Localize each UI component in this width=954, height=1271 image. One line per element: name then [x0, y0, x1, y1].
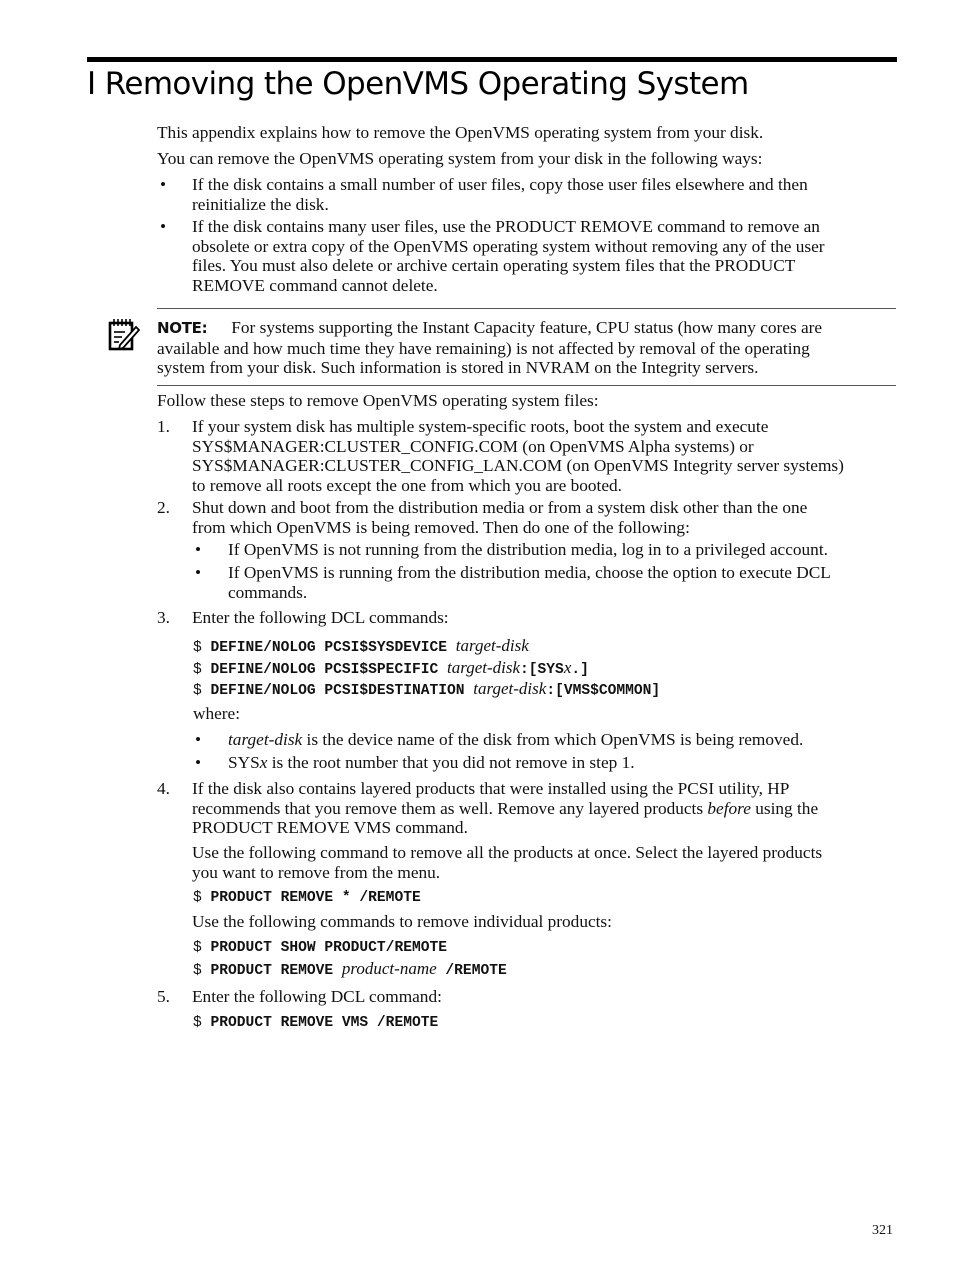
- step-number: 2.: [157, 498, 170, 517]
- page-title: I Removing the OpenVMS Operating System: [87, 66, 749, 102]
- command-line: $ DEFINE/NOLOG PCSI$SPECIFIC target-disk:[SYSx.]: [193, 658, 589, 678]
- list-item: If the disk contains a small number of user files, copy those user files elsewhere and then reinitialize the disk.: [192, 175, 808, 214]
- bullet-marker: •: [160, 217, 167, 236]
- bullet-marker: •: [195, 730, 202, 749]
- list-item: SYSx is the root number that you did not remove in step 1.: [228, 753, 635, 772]
- bullet-marker: •: [160, 175, 167, 194]
- intro-paragraph: You can remove the OpenVMS operating system from your disk in the following ways:: [157, 149, 763, 168]
- top-rule: [87, 57, 897, 62]
- intro-paragraph: This appendix explains how to remove the OpenVMS operating system from your disk.: [157, 123, 764, 142]
- step-5-text: Enter the following DCL command:: [192, 987, 442, 1006]
- note-label: NOTE:: [157, 319, 208, 337]
- step-number: 4.: [157, 779, 170, 798]
- step-number: 1.: [157, 417, 170, 436]
- bullet-marker: •: [195, 540, 202, 559]
- step-number: 3.: [157, 608, 170, 627]
- list-item: If the disk contains many user files, use the PRODUCT REMOVE command to remove an obsolete or extra copy of the OpenVMS operating system without removing any of the user files. You must also delete or archive certain operating system files that the PRODUCT REMOVE command cannot delete.: [192, 217, 825, 295]
- step-4-paragraph: Use the following command to remove all the products at once. Select the layered products you want to remove from the menu.: [192, 843, 823, 882]
- command-line: $ DEFINE/NOLOG PCSI$DESTINATION target-disk:[VMS$COMMON]: [193, 679, 661, 699]
- step-4-text: If the disk also contains layered products that were installed using the PCSI utility, HP recommends that you remove them as well. Remove any layered products before using the PRODUCT REMOVE VMS command.: [192, 779, 819, 837]
- page-number: 321: [872, 1223, 893, 1238]
- bullet-marker: •: [195, 563, 202, 582]
- note-text: NOTE: For systems supporting the Instant Capacity feature, CPU status (how many cores are available and how much time they have remaining) is not affected by removal of the operating system from your disk. Such information is stored in NVRAM on the Integrity servers.: [157, 318, 823, 377]
- command-line: $ PRODUCT REMOVE product-name /REMOTE: [193, 959, 507, 979]
- step-2-text: Shut down and boot from the distribution media or from a system disk other than the one from which OpenVMS is being removed. Then do one of the following:: [192, 498, 808, 537]
- command-line: $ PRODUCT SHOW PRODUCT/REMOTE: [193, 940, 447, 956]
- command-line: $ PRODUCT REMOVE VMS /REMOTE: [193, 1015, 439, 1031]
- step-number: 5.: [157, 987, 170, 1006]
- list-item: target-disk is the device name of the disk from which OpenVMS is being removed.: [228, 730, 804, 749]
- command-line: $ DEFINE/NOLOG PCSI$SYSDEVICE target-disk: [193, 636, 529, 656]
- list-item: If OpenVMS is running from the distribution media, choose the option to execute DCL commands.: [228, 563, 831, 602]
- where-label: where:: [193, 704, 241, 723]
- step-3-text: Enter the following DCL commands:: [192, 608, 449, 627]
- bullet-marker: •: [195, 753, 202, 772]
- command-line: $ PRODUCT REMOVE * /REMOTE: [193, 890, 421, 906]
- step-4-paragraph: Use the following commands to remove individual products:: [192, 912, 612, 931]
- list-item: If OpenVMS is not running from the distribution media, log in to a privileged account.: [228, 540, 828, 559]
- note-pencil-icon: [108, 318, 140, 352]
- step-1-text: If your system disk has multiple system-specific roots, boot the system and execute SYS$MANAGER:CLUSTER_CONFIG.COM (on OpenVMS Alpha systems) or SYS$MANAGER:CLUSTER_CONFIG_LAN.COM (on OpenVMS Integrity server systems) to remove all roots except the one from which you are booted.: [192, 417, 844, 495]
- steps-intro: Follow these steps to remove OpenVMS operating system files:: [157, 391, 599, 410]
